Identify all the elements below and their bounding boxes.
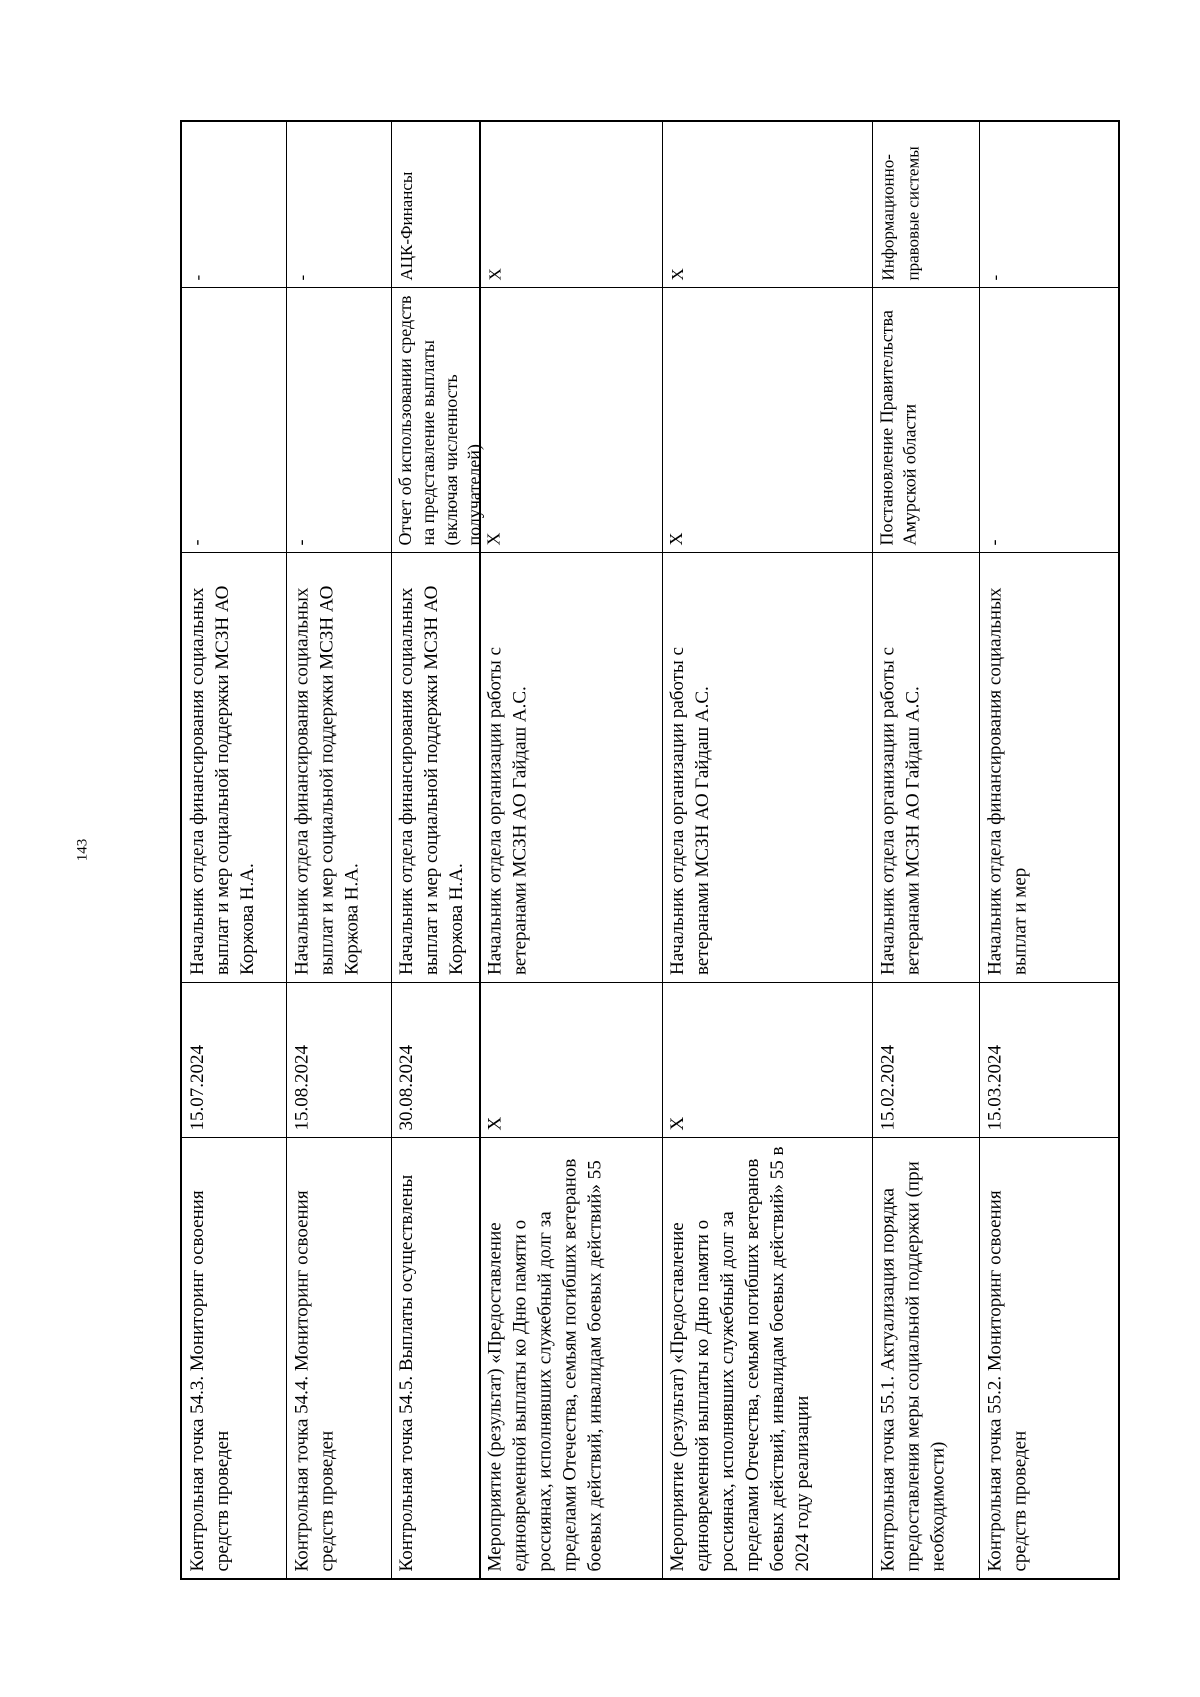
cell-responsible-text: Начальник отдела финансирования социальных выплат и мер социальной поддержки МСЗН АО Коржова Н.А. (291, 585, 362, 975)
cell-responsible (479, 552, 662, 982)
cell-responsible (286, 552, 391, 982)
cell-document (391, 287, 484, 552)
cell-responsible (662, 552, 872, 982)
cell-info-system-text: Информационно-правовые системы (878, 145, 922, 280)
cell-event (182, 1137, 286, 1578)
cell-event (479, 1137, 662, 1578)
cell-info-system-text: X (668, 267, 687, 280)
cell-info-system (872, 122, 979, 287)
cell-info-system (391, 122, 479, 287)
cell-info-system-text: - (292, 274, 311, 280)
cell-document (182, 287, 286, 552)
cell-document-text: - (983, 539, 1003, 545)
cell-document (872, 287, 979, 552)
cell-date-text: 15.03.2024 (984, 1044, 1005, 1130)
cell-responsible (979, 552, 1118, 982)
cell-event (662, 1137, 872, 1578)
cell-responsible-text: Начальник отдела финансирования социальных выплат и мер социальной поддержки МСЗН АО Коржова Н.А. (396, 585, 467, 975)
cell-date-text: X (484, 1116, 505, 1130)
cell-info-system-text: - (188, 274, 207, 280)
cell-responsible-text: Начальник отдела организации работы с ветеранами МСЗН АО Гайдаш А.С. (667, 647, 713, 975)
cell-document (286, 287, 391, 552)
cell-event (391, 1137, 479, 1578)
cell-info-system-text: АЦК-Финансы (397, 171, 416, 280)
cell-date-text: 30.08.2024 (396, 1044, 417, 1130)
cell-info-system (979, 122, 1118, 287)
cell-event-text: Контрольная точка 54.4. Мониторинг освоения средств проведен (291, 1189, 337, 1571)
control-points-table (180, 120, 1120, 1580)
cell-document (479, 287, 662, 552)
cell-event-text: Контрольная точка 54.5. Выплаты осуществлены (396, 1174, 417, 1571)
cell-responsible (182, 552, 286, 982)
cell-responsible-text: Начальник отдела организации работы с ветеранами МСЗН АО Гайдаш А.С. (484, 647, 530, 975)
cell-date (182, 982, 286, 1137)
cell-document (979, 287, 1118, 552)
cell-date-text: 15.02.2024 (877, 1044, 898, 1130)
cell-document-text: X (666, 532, 686, 545)
cell-info-system (662, 122, 872, 287)
cell-document-text: Постановление Правительства Амурской области (876, 309, 919, 545)
cell-event-text: Мероприятие (результат) «Предоставление единовременной выплаты ко Дню памяти о россиянах, исполнявших служебный долг за пределами Отечества, семьям погибших ветеранов боевых действий, инвалидам боевых действий» 55 в 2024 году реализации (667, 1146, 813, 1571)
cell-event-text: Контрольная точка 55.2. Мониторинг освоения средств проведен (984, 1189, 1030, 1571)
cell-date (979, 982, 1118, 1137)
cell-event-text: Мероприятие (результат) «Предоставление единовременной выплаты ко Дню памяти о россиянах, исполнявших служебный долг за пределами Отечества, семьям погибших ветеранов боевых действий, инвалидам боевых действий» 55 (484, 1158, 605, 1571)
cell-date (662, 982, 872, 1137)
cell-date (479, 982, 662, 1137)
page-number: 143 (74, 838, 91, 862)
cell-event (979, 1137, 1118, 1578)
cell-responsible (391, 552, 479, 982)
cell-info-system (479, 122, 662, 287)
cell-document-text: Отчет об использовании средств на представление выплаты (включая численность получателей) (395, 294, 484, 545)
cell-responsible (872, 552, 979, 982)
cell-info-system-text: X (485, 267, 504, 280)
cell-date-text: 15.07.2024 (187, 1044, 208, 1130)
cell-date-text: X (667, 1116, 688, 1130)
cell-event-text: Контрольная точка 55.1. Актуализация порядка предоставления меры социальной поддержки (при необходимости) (877, 1160, 948, 1571)
cell-info-system (182, 122, 286, 287)
cell-document-text: - (186, 539, 206, 545)
cell-date-text: 15.08.2024 (291, 1044, 312, 1130)
cell-event (872, 1137, 979, 1578)
cell-responsible-text: Начальник отдела финансирования социальных выплат и мер социальной поддержки МСЗН АО Коржова Н.А. (187, 585, 258, 975)
cell-info-system (286, 122, 391, 287)
cell-date (286, 982, 391, 1137)
cell-event-text: Контрольная точка 54.3. Мониторинг освоения средств проведен (187, 1189, 233, 1571)
cell-responsible-text: Начальник отдела организации работы с ветеранами МСЗН АО Гайдаш А.С. (877, 647, 923, 975)
cell-document-text: - (290, 539, 310, 545)
cell-responsible-text: Начальник отдела финансирования социальных выплат и мер (984, 587, 1030, 975)
cell-event (286, 1137, 391, 1578)
cell-date (391, 982, 479, 1137)
cell-date (872, 982, 979, 1137)
cell-document (662, 287, 872, 552)
cell-document-text: X (483, 532, 503, 545)
cell-info-system-text: - (985, 274, 1004, 280)
